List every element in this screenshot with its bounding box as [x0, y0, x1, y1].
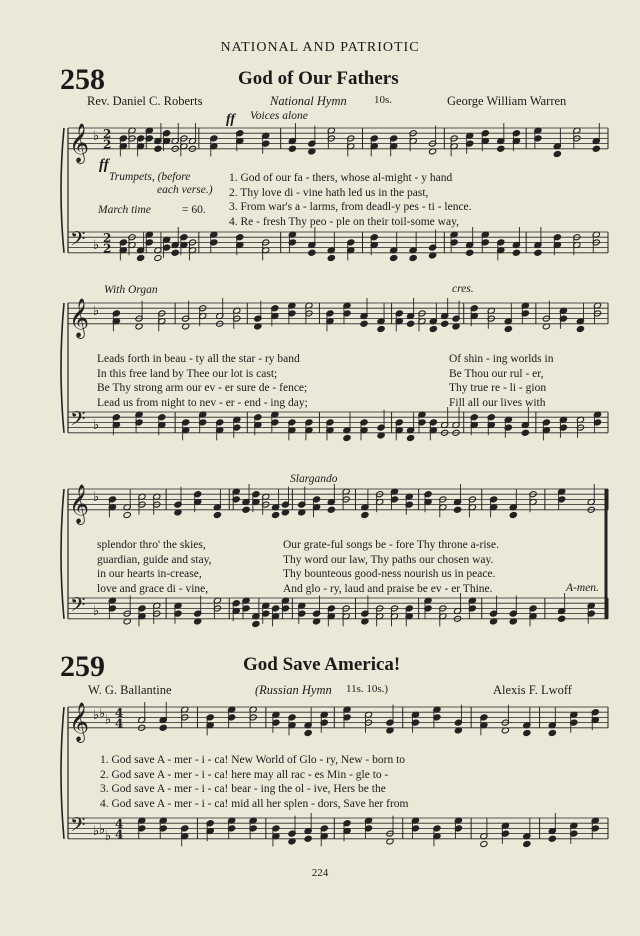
hymn-number: 258: [60, 63, 105, 96]
note-head: [409, 254, 417, 261]
note-head: [377, 325, 385, 332]
note-head: [272, 511, 280, 518]
note-head: [504, 325, 512, 332]
bass-clef-icon: 𝄢: [70, 593, 86, 622]
note-head: [441, 320, 449, 327]
flat-icon: ♭: [93, 238, 100, 254]
note-head: [171, 249, 179, 256]
meter: 10s.: [374, 94, 393, 106]
direction-each-verse: each verse.): [157, 184, 213, 196]
note-head: [137, 254, 145, 261]
time-signature: 4: [115, 827, 124, 842]
note-head: [154, 145, 162, 152]
note-head: [304, 835, 312, 842]
lyric-line: Thy bounteous good-ness nourish us in peace.: [283, 568, 496, 580]
section-title: NATIONAL AND PATRIOTIC: [220, 40, 420, 55]
system-brace: [61, 128, 64, 253]
note-head: [548, 729, 556, 736]
note-head: [407, 320, 415, 327]
note-head: [361, 511, 369, 518]
direction-voices-alone: Voices alone: [250, 110, 308, 122]
flat-icon: ♭: [93, 418, 100, 434]
composer: Alexis F. Lwoff: [493, 683, 572, 697]
note-head: [548, 835, 556, 842]
system-brace: [61, 303, 64, 433]
lyric-line: Thy true re - li - gion: [449, 382, 547, 394]
note-head: [213, 511, 221, 518]
note-head: [558, 615, 566, 622]
flat-icon: ♭: [93, 303, 100, 319]
note-head: [592, 145, 600, 152]
lyric-line: Be Thou our rul - er,: [449, 367, 544, 380]
lyric-line: Be Thy strong arm our ev - er sure de - fence;: [97, 382, 308, 394]
bass-clef-icon: 𝄢: [70, 407, 86, 436]
direction-ff-low: ff: [99, 157, 109, 173]
hymn-author: Rev. Daniel C. Roberts: [87, 94, 203, 108]
flat-icon: ♭: [105, 712, 112, 728]
direction-cres: cres.: [452, 283, 474, 295]
time-signature: 4: [115, 705, 124, 720]
system-brace: [61, 707, 64, 839]
hymn-title: God Save America!: [243, 654, 401, 675]
note-head: [343, 434, 351, 441]
direction-ff: ff: [226, 112, 236, 127]
lyric-line: 1. God of our fa - thers, whose al-might - y hand: [229, 172, 453, 184]
note-head: [480, 840, 488, 847]
treble-clef-icon: 𝄞: [69, 701, 90, 742]
time-signature: 4: [115, 816, 124, 831]
lyric-line: 3. God save A - mer - i - ca! bear - ing the ol - ive, Hers be the: [100, 783, 386, 795]
note-head: [304, 729, 312, 736]
time-signature: 2: [103, 241, 112, 256]
note-head: [509, 511, 517, 518]
lyric-line: 1. God save A - mer - i - ca! New World of Glo - ry, New - born to: [100, 754, 406, 766]
bass-clef-icon: 𝄢: [70, 813, 86, 842]
note-head: [327, 506, 335, 513]
note-head: [523, 729, 531, 736]
lyric-line: in our hearts in-crease,: [97, 568, 202, 580]
hymn-title: God of Our Fathers: [238, 68, 399, 89]
time-signature: 2: [103, 137, 112, 152]
note-head: [512, 249, 520, 256]
note-head: [242, 506, 250, 513]
time-signature: 4: [115, 716, 124, 731]
flat-icon: ♭: [93, 707, 100, 723]
treble-clef-icon: 𝄞: [69, 297, 90, 338]
note-head: [576, 325, 584, 332]
note-head: [159, 724, 167, 731]
flat-icon: ♭: [93, 824, 100, 840]
note-head: [497, 145, 505, 152]
lyric-line: Of shin - ing worlds in: [449, 353, 554, 365]
lyric-line: Leads forth in beau - ty all the star - ry band: [97, 353, 300, 365]
note-head: [123, 511, 131, 518]
lyric-line: 4. God save A - mer - i - ca! mid all her splen - dors, Save her from: [100, 797, 409, 810]
note-head: [454, 506, 462, 513]
lyric-line: And glo - ry, laud and praise be ev - er Thine.: [283, 582, 493, 595]
lyric-line: 2. God save A - mer - i - ca! here may all rac - es Min - gle to -: [100, 768, 389, 781]
lyric-line: 2. Thy love di - vine hath led us in the past,: [229, 186, 429, 199]
treble-clef-icon: 𝄞: [69, 122, 90, 163]
note-head: [390, 254, 398, 261]
composer: George William Warren: [447, 94, 567, 108]
meter: 11s. 10s.): [346, 683, 389, 695]
note-head: [521, 429, 529, 436]
lyric-line: guardian, guide and stay,: [97, 553, 212, 566]
page-number: 224: [311, 867, 329, 879]
note-head: [288, 145, 296, 152]
lyric-line: 3. From war's a - larms, from deadl-y pes - ti - lence.: [229, 201, 472, 213]
flat-icon: ♭: [93, 604, 100, 620]
flat-icon: ♭: [93, 489, 100, 505]
lyric-line: In this free land by Thee our lot is cast;: [97, 367, 278, 380]
note-head: [327, 254, 335, 261]
note-head: [154, 254, 162, 261]
direction-march-time: March time: [98, 204, 151, 216]
note-head: [407, 434, 415, 441]
time-signature: 2: [103, 230, 112, 245]
direction-trumpets: Trumpets, (before: [109, 171, 191, 183]
amen-text: A-men.: [566, 582, 599, 594]
direction-slargando: Slargando: [290, 473, 338, 485]
lyric-line: 4. Re - fresh Thy peo - ple on their toil-some way,: [229, 215, 459, 228]
lyric-line: Lead us from night to nev - er - end - ing day;: [97, 396, 308, 409]
note-head: [252, 620, 260, 627]
tune-name: National Hymn: [270, 94, 347, 108]
bass-clef-icon: 𝄢: [70, 227, 86, 256]
system-brace: [61, 489, 64, 619]
treble-clef-icon: 𝄞: [69, 483, 90, 524]
note-head: [360, 320, 368, 327]
time-signature: 2: [103, 126, 112, 141]
lyric-line: Our grate-ful songs be - fore Thy throne a-rise.: [283, 539, 499, 551]
lyric-line: Thy word our law, Thy paths our chosen way.: [283, 553, 494, 566]
flat-icon: ♭: [105, 828, 112, 844]
direction-tempo: = 60.: [182, 204, 206, 216]
note-head: [523, 840, 531, 847]
lyric-line: splendor thro' the skies,: [97, 539, 206, 551]
note-head: [534, 249, 542, 256]
flat-icon: ♭: [99, 822, 106, 838]
note-head: [308, 249, 316, 256]
hymn-author: W. G. Ballantine: [88, 683, 172, 697]
tune-name: (Russian Hymn: [255, 683, 332, 697]
lyric-line: love and grace di - vine,: [97, 582, 209, 595]
hymn-number: 259: [60, 650, 105, 683]
lyric-line: Fill all our lives with: [449, 396, 546, 409]
note-head: [429, 325, 437, 332]
flat-icon: ♭: [93, 128, 100, 144]
flat-icon: ♭: [99, 706, 106, 722]
note-head: [553, 150, 561, 157]
note-head: [466, 249, 474, 256]
direction-with-organ: With Organ: [104, 284, 158, 296]
